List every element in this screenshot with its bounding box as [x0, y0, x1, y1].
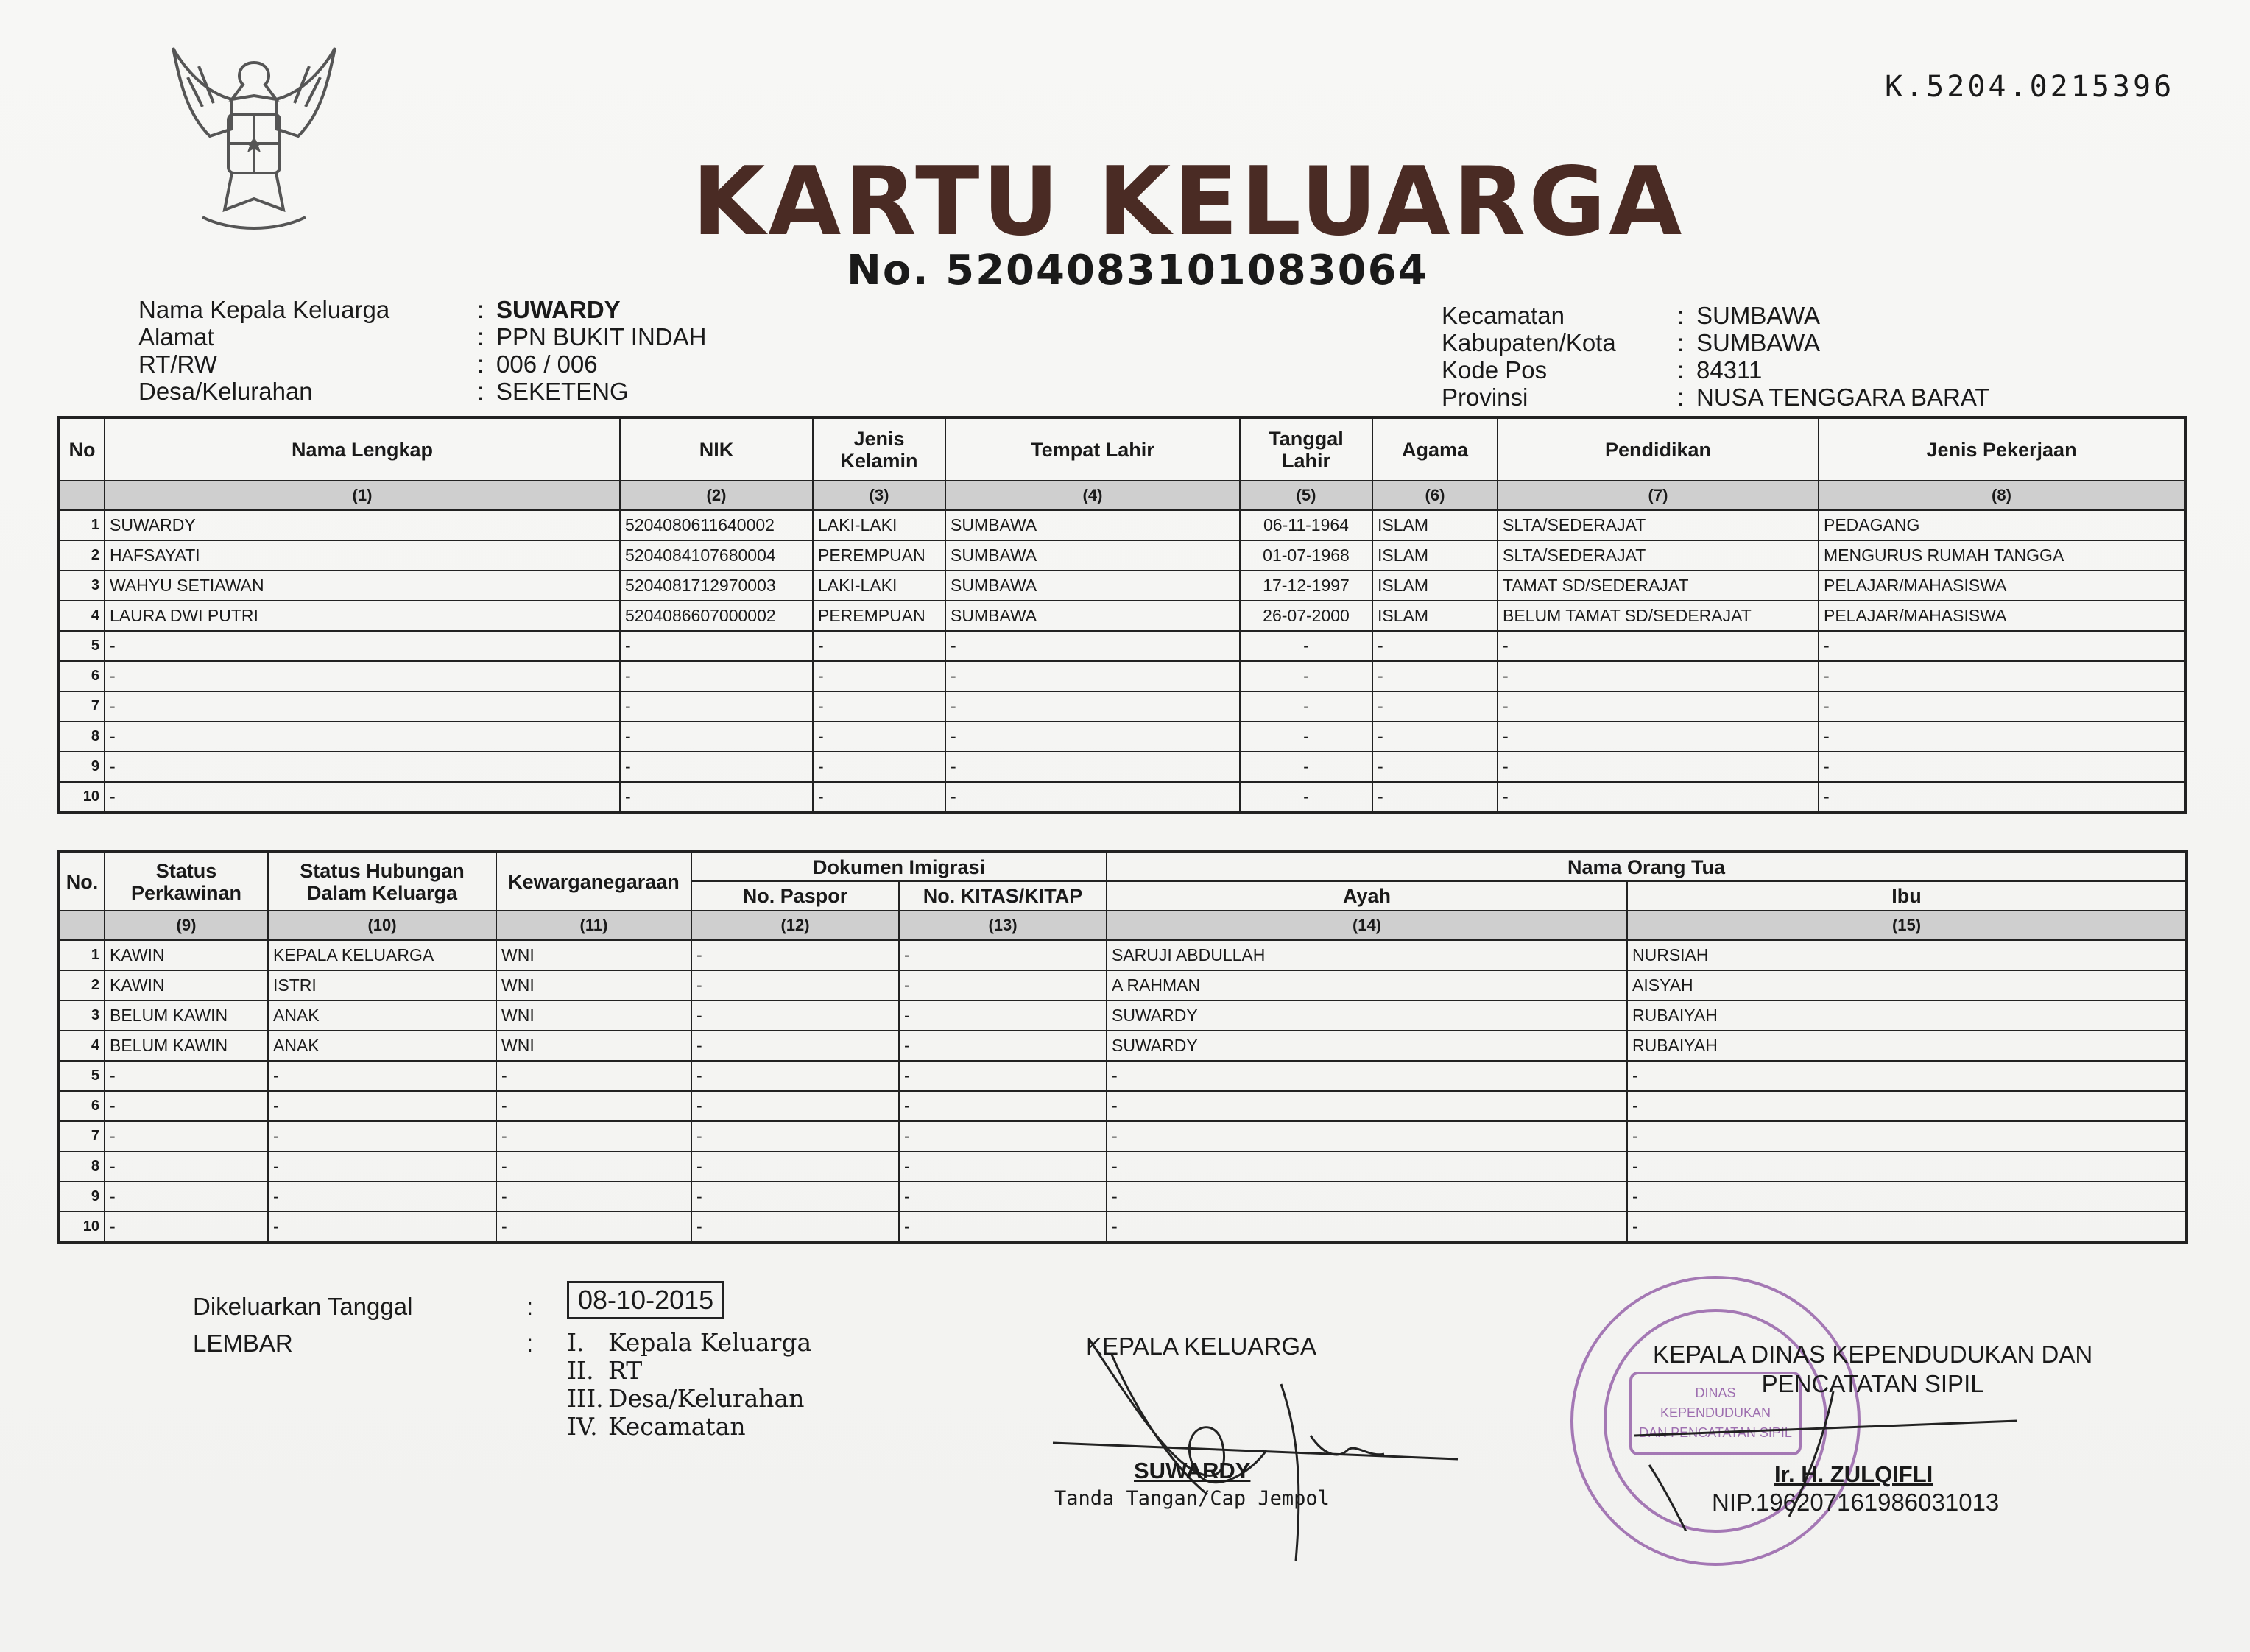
table-cell: SARUJI ABDULLAH [1107, 940, 1627, 970]
table-cell: - [496, 1212, 691, 1243]
table-cell: 4 [59, 601, 105, 631]
table-row [59, 1000, 2187, 1031]
table-cell: - [691, 1091, 899, 1121]
table-cell: BELUM KAWIN [105, 1031, 268, 1061]
col-header-ayah: Ayah [1107, 881, 1627, 911]
info-row [138, 350, 706, 378]
table-cell: WAHYU SETIAWAN [105, 571, 620, 601]
table-cell: ANAK [268, 1031, 496, 1061]
table-cell: - [899, 1121, 1107, 1151]
family-head-signature [1045, 1325, 1502, 1575]
table-cell: - [945, 691, 1240, 721]
table-cell: - [496, 1121, 691, 1151]
lembar-item [567, 1385, 811, 1413]
table-cell: PELAJAR/MAHASISWA [1819, 601, 2185, 631]
table-cell: LAKI-LAKI [813, 571, 945, 601]
col-index: (1) [105, 481, 620, 510]
table-cell: - [1107, 1091, 1627, 1121]
table-row [59, 661, 2185, 691]
table-cell: PEREMPUAN [813, 540, 945, 571]
table-cell: ISTRI [268, 970, 496, 1000]
table-cell: - [268, 1121, 496, 1151]
table-cell: - [1819, 721, 2185, 752]
table-cell: - [1819, 691, 2185, 721]
colon-separator: : [477, 323, 484, 350]
col-index: (15) [1627, 911, 2187, 940]
table-cell: - [1240, 721, 1372, 752]
info-label: RT/RW [138, 350, 217, 378]
table-cell: SUWARDY [1107, 1000, 1627, 1031]
table-cell: BELUM KAWIN [105, 1000, 268, 1031]
info-row [1442, 329, 1990, 356]
colon-separator: : [526, 1293, 534, 1320]
lembar-item [567, 1413, 811, 1441]
info-value: 84311 [1696, 356, 1763, 384]
table-cell: - [1498, 631, 1819, 661]
table-cell: 5204080611640002 [620, 510, 813, 540]
info-label: Provinsi [1442, 384, 1528, 411]
table-cell: - [1498, 752, 1819, 782]
col-index: (3) [813, 481, 945, 510]
info-label: Nama Kepala Keluarga [138, 296, 390, 323]
table-cell: - [1240, 752, 1372, 782]
col-header-kitas: No. KITAS/KITAP [899, 881, 1107, 911]
col-header-ibu: Ibu [1627, 881, 2187, 911]
table-cell: 2 [59, 540, 105, 571]
table-cell: - [1107, 1212, 1627, 1243]
info-row [1442, 356, 1990, 384]
table-cell: - [691, 1031, 899, 1061]
table-cell: 8 [59, 721, 105, 752]
col-header: NIK [620, 417, 813, 481]
lembar-numeral: IV. [567, 1412, 598, 1441]
table-cell: PEDAGANG [1819, 510, 2185, 540]
lembar-numeral: III. [567, 1384, 604, 1413]
table-cell: LAKI-LAKI [813, 510, 945, 540]
table-cell: - [1498, 782, 1819, 813]
info-value: PPN BUKIT INDAH [496, 323, 707, 350]
table-cell: 5204084107680004 [620, 540, 813, 571]
table-row [59, 940, 2187, 970]
table-cell: - [899, 1091, 1107, 1121]
table-cell: WNI [496, 970, 691, 1000]
table-row [59, 1151, 2187, 1182]
document-title: KARTU KELUARGA [692, 147, 1685, 257]
table-row [59, 1061, 2187, 1091]
table-cell: AISYAH [1627, 970, 2187, 1000]
table-cell: - [813, 721, 945, 752]
col-index: (10) [268, 911, 496, 940]
table-row [59, 752, 2185, 782]
table-row [59, 1182, 2187, 1212]
table-cell: 10 [59, 1212, 105, 1243]
colon-separator: : [477, 378, 484, 405]
lembar-label: LEMBAR [193, 1330, 293, 1357]
col-index: (9) [105, 911, 268, 940]
table-cell: TAMAT SD/SEDERAJAT [1498, 571, 1819, 601]
col-index: (5) [1240, 481, 1372, 510]
table-cell: MENGURUS RUMAH TANGGA [1819, 540, 2185, 571]
table-cell: - [105, 631, 620, 661]
table-cell: - [620, 661, 813, 691]
table-cell: - [899, 970, 1107, 1000]
table-cell: 10 [59, 782, 105, 813]
table-cell: - [105, 752, 620, 782]
table-cell: 5204081712970003 [620, 571, 813, 601]
table-cell: - [1372, 782, 1498, 813]
table-cell: - [268, 1212, 496, 1243]
table-cell: - [1240, 661, 1372, 691]
table-cell: - [1627, 1091, 2187, 1121]
table-cell: 3 [59, 1000, 105, 1031]
table-cell: SLTA/SEDERAJAT [1498, 510, 1819, 540]
table-cell: - [1372, 752, 1498, 782]
table-cell: - [1498, 721, 1819, 752]
table-cell: - [268, 1061, 496, 1091]
table-cell: - [691, 1000, 899, 1031]
col-header: Jenis Kelamin [813, 417, 945, 481]
garuda-emblem-icon [158, 33, 350, 239]
lembar-item [567, 1329, 811, 1357]
table-cell: SUMBAWA [945, 540, 1240, 571]
table-cell: SUMBAWA [945, 571, 1240, 601]
table-cell: 8 [59, 1151, 105, 1182]
col-index: (6) [1372, 481, 1498, 510]
table-cell: 5 [59, 631, 105, 661]
lembar-item [567, 1357, 811, 1385]
table-cell: - [813, 661, 945, 691]
table-cell: 6 [59, 1091, 105, 1121]
lembar-numeral: II. [567, 1356, 594, 1385]
table-cell: RUBAIYAH [1627, 1000, 2187, 1031]
info-label: Kabupaten/Kota [1442, 329, 1616, 356]
table-cell: RUBAIYAH [1627, 1031, 2187, 1061]
col-index: (7) [1498, 481, 1819, 510]
table-cell: SUMBAWA [945, 601, 1240, 631]
table-cell: - [945, 782, 1240, 813]
col-index: (4) [945, 481, 1240, 510]
col-header: Agama [1372, 417, 1498, 481]
table-cell: - [620, 721, 813, 752]
table-cell: - [691, 1182, 899, 1212]
info-value: SUMBAWA [1696, 329, 1821, 356]
table-cell: - [620, 631, 813, 661]
table-cell: - [813, 752, 945, 782]
col-header-no: No. [59, 852, 105, 911]
kk-number: No. 5204083101083064 [847, 247, 1428, 294]
lembar-numeral: I. [567, 1328, 585, 1357]
table-cell: - [620, 691, 813, 721]
table-row [59, 540, 2185, 571]
table-row [59, 1121, 2187, 1151]
colon-separator: : [1677, 302, 1685, 329]
table-cell: BELUM TAMAT SD/SEDERAJAT [1498, 601, 1819, 631]
colon-separator: : [1677, 384, 1685, 411]
table-cell: - [1372, 631, 1498, 661]
table-cell: - [899, 1031, 1107, 1061]
table-cell: - [1372, 721, 1498, 752]
table-cell: - [1819, 631, 2185, 661]
table-cell: A RAHMAN [1107, 970, 1627, 1000]
table-cell: - [1627, 1151, 2187, 1182]
table-row [59, 1091, 2187, 1121]
table-cell: - [620, 782, 813, 813]
header-left-info [138, 296, 706, 405]
table-cell: 3 [59, 571, 105, 601]
table-cell: WNI [496, 1000, 691, 1031]
table-cell: - [105, 1121, 268, 1151]
col-header-paspor: No. Paspor [691, 881, 899, 911]
table-cell: SUMBAWA [945, 510, 1240, 540]
table-cell: 5 [59, 1061, 105, 1091]
table-cell: - [1627, 1121, 2187, 1151]
table-cell: - [268, 1151, 496, 1182]
table-cell: - [1240, 631, 1372, 661]
colon-separator: : [526, 1330, 534, 1357]
family-head-name: SUWARDY [1134, 1458, 1251, 1483]
info-value: 006 / 006 [496, 350, 598, 378]
table-cell: ANAK [268, 1000, 496, 1031]
lembar-recipient: Desa/Kelurahan [608, 1384, 805, 1413]
table-cell: - [899, 1061, 1107, 1091]
table-cell: - [268, 1182, 496, 1212]
info-value: NUSA TENGGARA BARAT [1696, 384, 1990, 411]
table-cell: - [496, 1182, 691, 1212]
colon-separator: : [1677, 329, 1685, 356]
col-index [59, 481, 105, 510]
table-cell: - [813, 631, 945, 661]
col-index: (8) [1819, 481, 2185, 510]
table-cell: - [105, 1151, 268, 1182]
table-cell: - [1498, 661, 1819, 691]
table-cell: - [899, 940, 1107, 970]
table-cell: - [1627, 1212, 2187, 1243]
table-cell: - [1240, 691, 1372, 721]
table-cell: - [691, 1212, 899, 1243]
signature-caption: Tanda Tangan/Cap Jempol [1054, 1487, 1330, 1510]
colon-separator: : [1677, 356, 1685, 384]
info-label: Alamat [138, 323, 214, 350]
table-cell: 7 [59, 691, 105, 721]
table-cell: - [1372, 691, 1498, 721]
table-cell: - [105, 661, 620, 691]
table-cell: 01-07-1968 [1240, 540, 1372, 571]
table-cell: - [945, 661, 1240, 691]
table-cell: HAFSAYATI [105, 540, 620, 571]
table-cell: - [268, 1091, 496, 1121]
col-index: (13) [899, 911, 1107, 940]
col-header: Tempat Lahir [945, 417, 1240, 481]
table-cell: WNI [496, 1031, 691, 1061]
table-cell: - [691, 970, 899, 1000]
table-cell: KEPALA KELUARGA [268, 940, 496, 970]
table-cell: - [105, 1212, 268, 1243]
col-header-status-perkawinan: Status Perkawinan [105, 852, 268, 911]
col-header-kewarganegaraan: Kewarganegaraan [496, 852, 691, 911]
family-members-table [57, 416, 2187, 814]
table-cell: - [945, 721, 1240, 752]
col-index [59, 911, 105, 940]
svg-text:DINAS: DINAS [1695, 1386, 1736, 1400]
table-cell: 7 [59, 1121, 105, 1151]
table-cell: - [496, 1061, 691, 1091]
table-cell: - [496, 1091, 691, 1121]
col-index: (12) [691, 911, 899, 940]
table-cell: - [1107, 1151, 1627, 1182]
table-row [59, 1031, 2187, 1061]
office-head-name: Ir. H. ZULQIFLI [1774, 1461, 1933, 1487]
table-cell: - [105, 1061, 268, 1091]
table-row [59, 571, 2185, 601]
table-cell: - [105, 1182, 268, 1212]
table-cell: - [496, 1151, 691, 1182]
table-cell: - [899, 1182, 1107, 1212]
table-cell: 9 [59, 752, 105, 782]
table-cell: 2 [59, 970, 105, 1000]
table-cell: ISLAM [1372, 540, 1498, 571]
table-cell: WNI [496, 940, 691, 970]
table-cell: - [1240, 782, 1372, 813]
table-cell: - [1819, 782, 2185, 813]
table-cell: - [1819, 752, 2185, 782]
col-index: (11) [496, 911, 691, 940]
table-row [59, 691, 2185, 721]
table-cell: - [105, 1091, 268, 1121]
col-header: Jenis Pekerjaan [1819, 417, 2185, 481]
info-value: SEKETENG [496, 378, 629, 405]
table-cell: SLTA/SEDERAJAT [1498, 540, 1819, 571]
table-cell: ISLAM [1372, 601, 1498, 631]
colon-separator: : [477, 350, 484, 378]
office-title-line-1: KEPALA DINAS KEPENDUDUKAN DAN [1653, 1341, 2093, 1368]
office-head-nip: NIP.196207161986031013 [1712, 1489, 2000, 1516]
info-label: Kode Pos [1442, 356, 1548, 384]
table-cell: 9 [59, 1182, 105, 1212]
table-cell: - [1107, 1182, 1627, 1212]
table-cell: - [1819, 661, 2185, 691]
table-cell: SUWARDY [1107, 1031, 1627, 1061]
table-cell: - [813, 691, 945, 721]
table-cell: - [1627, 1182, 2187, 1212]
info-value: SUMBAWA [1696, 302, 1821, 329]
table-cell: - [1107, 1121, 1627, 1151]
table-row [59, 721, 2185, 752]
table-row [59, 782, 2185, 813]
table-cell: - [105, 782, 620, 813]
info-row [138, 323, 706, 350]
table-cell: - [105, 721, 620, 752]
table-cell: 06-11-1964 [1240, 510, 1372, 540]
issued-date-value: 08-10-2015 [567, 1281, 724, 1319]
table-cell: NURSIAH [1627, 940, 2187, 970]
table-cell: - [1627, 1061, 2187, 1091]
table-row [59, 1212, 2187, 1243]
table-cell: PELAJAR/MAHASISWA [1819, 571, 2185, 601]
lembar-list [567, 1329, 811, 1441]
svg-text:DAN PENCATATAN SIPIL: DAN PENCATATAN SIPIL [1639, 1425, 1792, 1440]
table-cell: PEREMPUAN [813, 601, 945, 631]
table-row [59, 970, 2187, 1000]
table-cell: 1 [59, 510, 105, 540]
issued-date-label: Dikeluarkan Tanggal [193, 1293, 413, 1320]
document-number: K.5204.0215396 [1885, 70, 2175, 104]
table-row [59, 631, 2185, 661]
info-label: Kecamatan [1442, 302, 1565, 329]
table-cell: - [691, 1121, 899, 1151]
info-value: SUWARDY [496, 296, 621, 323]
office-title-line-2: PENCATATAN SIPIL [1761, 1370, 1984, 1397]
col-index: (2) [620, 481, 813, 510]
col-header-nama-orang-tua: Nama Orang Tua [1107, 852, 2187, 881]
table-row [59, 510, 2185, 540]
info-row [1442, 384, 1990, 411]
lembar-recipient: Kepala Keluarga [608, 1328, 812, 1357]
table-cell: 6 [59, 661, 105, 691]
col-index: (14) [1107, 911, 1627, 940]
info-label: Desa/Kelurahan [138, 378, 313, 405]
table-cell: 26-07-2000 [1240, 601, 1372, 631]
table-cell: - [1498, 691, 1819, 721]
col-header: Pendidikan [1498, 417, 1819, 481]
table-cell: - [813, 782, 945, 813]
table-cell: KAWIN [105, 970, 268, 1000]
col-header: Tanggal Lahir [1240, 417, 1372, 481]
col-header: Nama Lengkap [105, 417, 620, 481]
table-cell: - [691, 1061, 899, 1091]
table-cell: - [945, 752, 1240, 782]
svg-text:KEPENDUDUKAN: KEPENDUDUKAN [1660, 1405, 1771, 1420]
table-cell: 4 [59, 1031, 105, 1061]
info-row [1442, 302, 1990, 329]
table-cell: - [899, 1151, 1107, 1182]
table-cell: ISLAM [1372, 571, 1498, 601]
table-cell: - [945, 631, 1240, 661]
table-cell: - [105, 691, 620, 721]
table-cell: - [899, 1000, 1107, 1031]
header-right-info [1442, 302, 1990, 411]
table-cell: 1 [59, 940, 105, 970]
col-header-dokumen-imigrasi: Dokumen Imigrasi [691, 852, 1107, 881]
lembar-recipient: Kecamatan [608, 1412, 746, 1441]
table-cell: - [1372, 661, 1498, 691]
table-cell: 5204086607000002 [620, 601, 813, 631]
table-cell: LAURA DWI PUTRI [105, 601, 620, 631]
col-header-status-hubungan: Status Hubungan Dalam Keluarga [268, 852, 496, 911]
table-cell: SUWARDY [105, 510, 620, 540]
family-head-signature-title: KEPALA KELUARGA [1086, 1332, 1317, 1360]
info-row [138, 378, 706, 405]
family-status-table [57, 850, 2188, 1244]
table-cell: - [691, 1151, 899, 1182]
col-header: No [59, 417, 105, 481]
lembar-recipient: RT [608, 1356, 643, 1385]
table-cell: - [1107, 1061, 1627, 1091]
table-cell: - [691, 940, 899, 970]
table-cell: ISLAM [1372, 510, 1498, 540]
table-cell: 17-12-1997 [1240, 571, 1372, 601]
table-cell: KAWIN [105, 940, 268, 970]
table-cell: - [899, 1212, 1107, 1243]
table-cell: - [620, 752, 813, 782]
table-row [59, 601, 2185, 631]
colon-separator: : [477, 296, 484, 323]
info-row [138, 296, 706, 323]
